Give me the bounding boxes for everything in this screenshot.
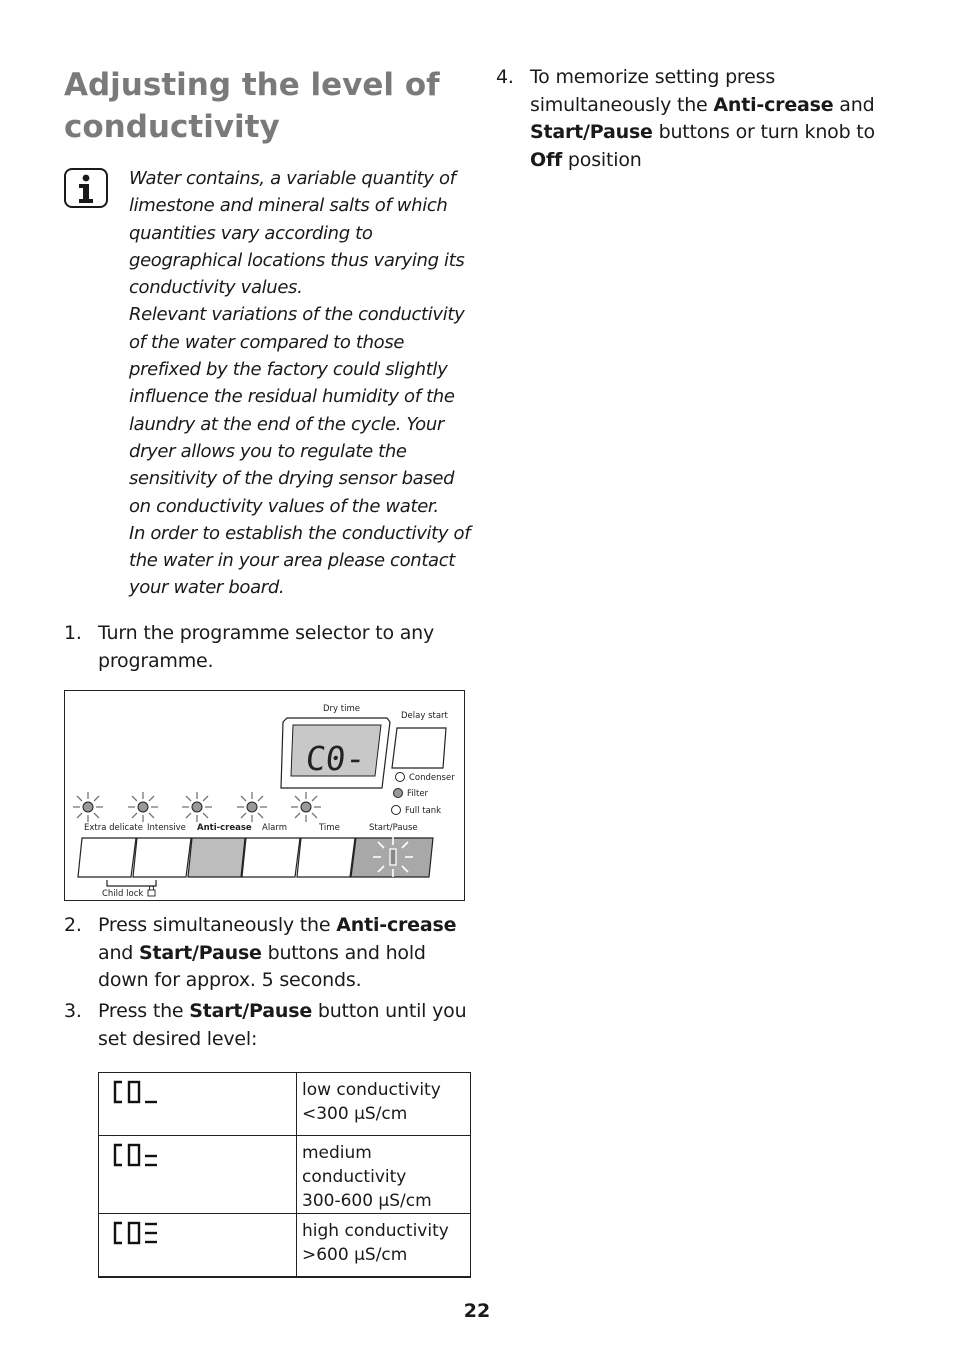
page-number: 22 [463,1300,491,1322]
table-row [99,1073,471,1136]
step-number: 4. [496,66,514,88]
button-label-start-pause: Start/Pause [369,823,418,833]
led-intensive [128,792,158,822]
info-icon [64,168,108,208]
step-4 [496,64,908,174]
conductivity-levels-table [98,1072,471,1278]
step-text: Press the Start/Pause button until you set desired level: [98,1000,467,1050]
info-paragraph: Water contains, a variable quantity of limestone and mineral salts of which quantities vary according to geographical locations thus varying its conductivity values. [129,168,465,299]
button-time [297,838,355,877]
start-pause-blink-icon [373,837,413,877]
step-2 [64,912,474,995]
button-alarm [242,838,300,877]
led-alarm [237,792,267,822]
button-label-time: Time [319,823,340,833]
button-intensive [133,838,191,877]
led-anti-crease [182,792,212,822]
level-label: medium conductivity [302,1143,407,1187]
control-panel-illustration [64,690,465,901]
button-label-extra-delicate: Extra delicate [84,823,143,833]
step-number: 2. [64,914,82,936]
display-code-low [111,1077,171,1107]
child-lock-bracket [107,880,156,886]
button-label-alarm: Alarm [262,823,288,833]
child-lock-label: Child lock [102,889,144,899]
level-range: >600 µS/cm [302,1245,408,1265]
off-term: Off [530,148,563,171]
step-text: To memorize setting press simultaneously the Anti-crease and Start/Pause buttons or turn knob to Off position [530,66,875,171]
start-pause-term: Start/Pause [189,1000,313,1022]
step-number: 3. [64,1000,82,1022]
step-3 [64,998,474,1053]
button-anti-crease [188,838,245,877]
level-range: 300-600 µS/cm [302,1191,432,1211]
anti-crease-term: Anti-crease [713,93,834,116]
step-text: Turn the programme selector to any programme. [98,622,435,672]
display-readout: C0- [303,739,368,778]
info-paragraph: In order to establish the conductivity of the water in your area please contact your water board. [129,522,471,599]
level-code-cell [99,1073,297,1136]
full-tank-led [392,806,401,815]
step-number: 1. [64,622,82,644]
condenser-led [396,773,405,782]
info-note [129,165,474,602]
filter-label: Filter [407,789,429,799]
level-code-cell [99,1214,297,1278]
button-label-anti-crease: Anti-crease [197,823,252,833]
level-label: high conductivity [302,1221,449,1241]
led-extra-delicate [73,792,103,822]
page-title: Adjusting the level of conductivity [64,67,440,145]
filter-led [394,789,403,798]
button-extra-delicate [78,838,136,877]
display-code-high [111,1218,171,1248]
display-code-medium [111,1140,171,1170]
condenser-label: Condenser [409,773,455,783]
step-1 [64,620,464,675]
delay-start-display [392,728,446,768]
table-row [99,1214,471,1278]
full-tank-label: Full tank [405,806,442,816]
step-text: Press simultaneously the Anti-crease and Start/Pause buttons and hold down for approx. 5 seconds. [98,914,457,991]
level-description [297,1136,471,1214]
level-range: <300 µS/cm [302,1104,408,1124]
delay-start-label: Delay start [401,711,448,721]
start-pause-term: Start/Pause [139,941,262,964]
level-label: low conductivity [302,1080,441,1100]
start-pause-term: Start/Pause [530,121,653,143]
dry-time-label: Dry time [323,704,360,714]
anti-crease-term: Anti-crease [336,914,457,936]
lock-icon [148,886,155,896]
led-time [291,792,321,822]
level-description [297,1073,471,1136]
level-description [297,1214,471,1278]
button-label-intensive: Intensive [147,823,186,833]
table-row [99,1136,471,1214]
info-paragraph: Relevant variations of the conductivity of the water compared to those prefixed by the factory could slightly influence the residual humidity of the laundry at the end of the cycle. Your dryer allows you to regulate the sensitivity of the drying sensor based on conductivity values of the water. [129,304,465,517]
level-code-cell [99,1136,297,1214]
